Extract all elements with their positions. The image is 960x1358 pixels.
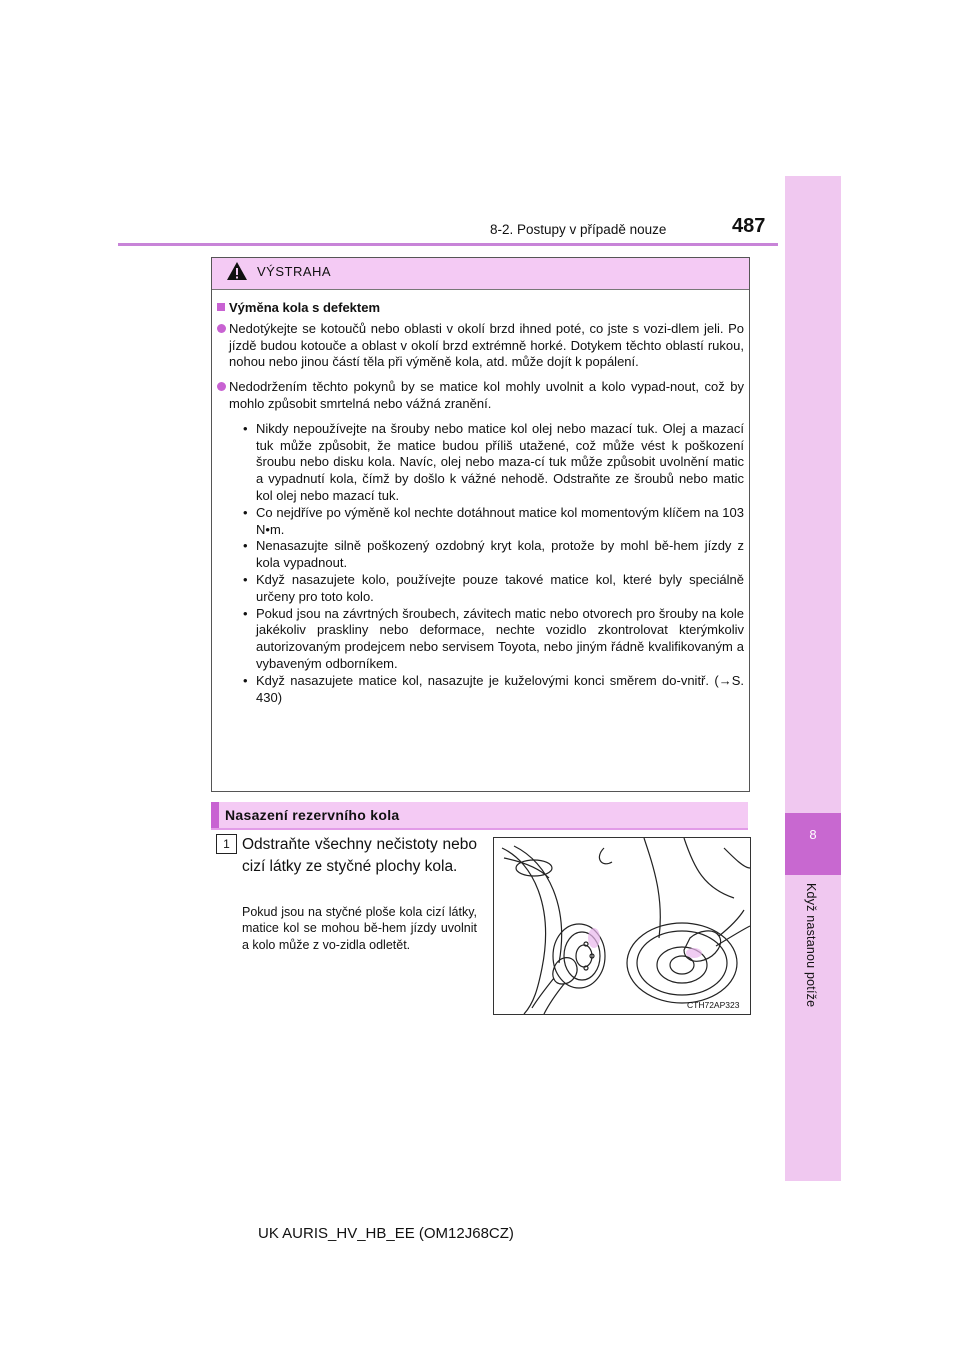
wheel-cleaning-illustration xyxy=(493,837,751,1015)
warning-triangle-icon xyxy=(226,261,248,281)
warning-list-item: • Když nasazujete kolo, používejte pouze takové matice kol, které byly speciálně určeny pro toto kolo. xyxy=(243,571,744,604)
step-text: Odstraňte všechny nečistoty nebo cizí látky ze styčné plochy kola. xyxy=(242,836,477,875)
document-id: UK AURIS_HV_HB_EE (OM12J68CZ) xyxy=(258,1225,514,1242)
chapter-tab-marker xyxy=(785,813,841,875)
warning-subheading: Výměna kola s defektem xyxy=(217,300,744,317)
section-header-bar xyxy=(211,802,219,828)
square-bullet-icon xyxy=(217,303,225,311)
section-title: Nasazení rezervního kola xyxy=(225,807,400,823)
header-rule xyxy=(118,243,778,246)
warning-body xyxy=(217,300,744,706)
warning-paragraph: Nedodržením těchto pokynů by se matice kol mohly uvolnit a kolo vypad-nout, což by mohlo způsobit smrtelná nebo vážná zranění. xyxy=(217,379,744,413)
warning-list-item: • Co nejdříve po výměně kol nechte dotáhnout matice kol momentovým klíčem na 103 N•m. xyxy=(243,504,744,537)
step-note: Pokud jsou na styčné ploše kola cizí látky, matice kol se mohou bě-hem jízdy uvolnit a kolo může z vo-zidla odletět. xyxy=(242,905,477,952)
chapter-title: Když nastanou potíže xyxy=(804,883,818,1008)
round-bullet-icon xyxy=(217,324,226,333)
warning-list-item: • Pokud jsou na závrtných šroubech, závitech matic nebo otvorech pro šrouby na kole jakékoliv praskliny nebo deformace, nechte vozidlo zkontrolovat kterýmkoliv autorizovaným prodejcem nebo servisem Toyota, nebo jiným řádně kvalifikovaným a vybaveným odborníkem. xyxy=(243,605,744,671)
section-underline xyxy=(211,828,748,830)
step-number: 1 xyxy=(216,834,237,854)
warning-list-item: • Nenasazujte silně poškozený ozdobný kryt kola, protože by mohl bě-hem jízdy z kola vypadnout. xyxy=(243,538,744,571)
warning-list-item: • Když nasazujete matice kol, nasazujte je kuželovými konci směrem do-vnitř. (→S. 430) xyxy=(243,672,744,705)
wheel-illustration-drawing xyxy=(494,838,750,1014)
warning-title: VÝSTRAHA xyxy=(257,264,332,279)
page-number: 487 xyxy=(732,215,766,237)
chapter-tab[interactable] xyxy=(785,176,841,1181)
warning-list-item: • Nikdy nepoužívejte na šrouby nebo matice kol olej nebo mazací tuk. Olej a mazací tuk může způsobit, že matice budou příliš utažené, což může vést k poškození šroubu nebo disku kola. Navíc, olej nebo maza-cí tuk může způsobit uvolnění matic a vypadnutí kola, čímž by došlo k vážné nehodě. Odstraňte ze šroubů nebo matic kol olej nebo mazací tuk. xyxy=(243,420,744,503)
section-label: 8-2. Postupy v případě nouze xyxy=(490,222,667,237)
chapter-number: 8 xyxy=(809,827,817,842)
warning-paragraph: Nedotýkejte se kotoučů nebo oblasti v okolí brzd ihned poté, co jste s vozi-dlem jeli. Po jízdě budou kotouče a oblast v okolí brzd extrémně horké. Dotykem těchto oblastí rukou, nohou nebo jinou částí těla při výměně kola, atd. může dojít k popálení. xyxy=(217,321,744,371)
round-bullet-icon xyxy=(217,382,226,391)
illustration-code: CTH72AP323 xyxy=(687,1000,740,1010)
